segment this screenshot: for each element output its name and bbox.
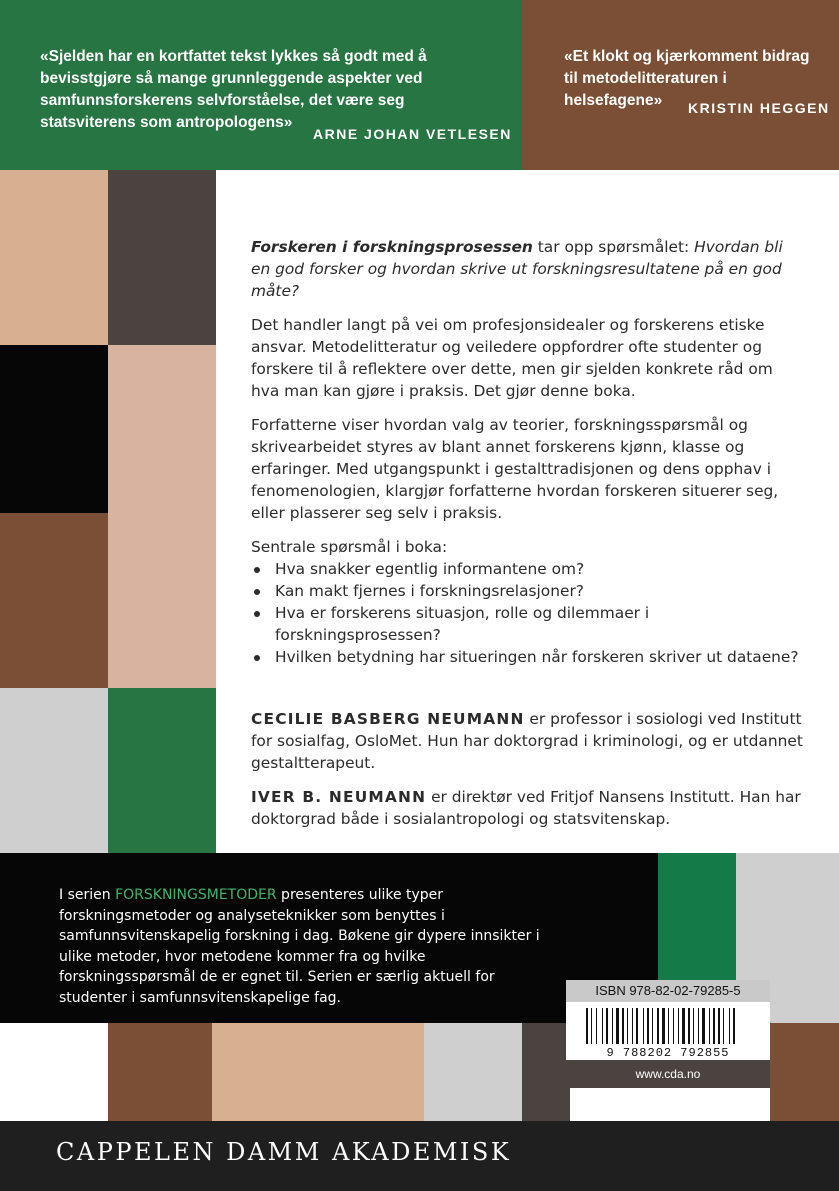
color-block	[0, 170, 108, 345]
color-block	[108, 688, 216, 853]
intro-paragraph	[251, 236, 803, 302]
color-block	[0, 688, 108, 853]
quote-left-author: ARNE JOHAN VETLESEN	[313, 126, 512, 142]
series-prefix: I serien	[59, 887, 116, 903]
isbn-label: ISBN 978-82-02-79285-5	[566, 980, 770, 1002]
color-block	[0, 513, 108, 688]
author-bio	[251, 708, 803, 774]
list-item: Kan makt fjernes i forskningsrelasjoner?	[251, 580, 803, 602]
barcode-digits: 9 788202 792855	[606, 1046, 730, 1060]
barcode-panel	[566, 980, 770, 1107]
barcode	[566, 1002, 770, 1060]
author-name: CECILIE BASBERG NEUMANN	[251, 710, 525, 728]
color-block	[770, 1023, 839, 1121]
series-description	[59, 885, 544, 1008]
author-name: IVER B. NEUMANN	[251, 788, 427, 806]
paragraph: Forfatterne viser hvordan valg av teorier, forskningsspørsmål og skrivearbeidet styres av blant annet forskerens kjønn, klasse og erfaringer. Med utgangspunkt i gestalttradisjonen og dens opphav i fenomenologien, klargjør forfatterne hvordan forskeren situerer seg, eller plasserer seg selv i praksis.	[251, 416, 779, 522]
color-block	[108, 345, 216, 688]
paragraph: Det handler langt på vei om profesjonsidealer og forskerens etiske ansvar. Metodelitteratur og veiledere oppfordrer ofte studenter og forskere til å reflektere over dette, men gir sjelden konkrete råd om hva man kan gjøre i praksis. Det gjør denne boka.	[251, 316, 773, 400]
intro-middle: tar opp spørsmålet:	[532, 238, 695, 256]
color-block	[0, 345, 108, 513]
publisher-url: www.cda.no	[566, 1060, 770, 1088]
list-item: Hva snakker egentlig informantene om?	[251, 558, 803, 580]
color-block	[424, 1023, 522, 1121]
quote-left-text: «Sjelden har en kortfattet tekst lykkes så godt med å bevisstgjøre så mange grunnleggende aspekter ved samfunnsforskerens selvforståelse, det være seg statsviterens som antropologens»	[40, 48, 427, 131]
list-item: Hva er forskerens situasjon, rolle og dilemmaer i forskningsprosessen?	[251, 602, 803, 646]
color-block	[108, 170, 216, 345]
publisher-name: CAPPELEN DAMM AKADEMISK	[56, 1138, 512, 1166]
book-title: Forskeren i forskningsprosessen	[251, 238, 533, 256]
quote-panel-right	[522, 0, 839, 170]
color-block	[0, 1023, 108, 1121]
color-block	[522, 1023, 570, 1121]
questions-heading: Sentrale spørsmål i boka:	[251, 538, 448, 556]
quote-panel-left	[0, 0, 522, 170]
author-bio	[251, 786, 803, 830]
author-bio-text: er direktør ved Fritjof Nansens Institutt. Han har doktorgrad både i sosialantropologi og statsvitenskap.	[251, 788, 801, 828]
color-block	[212, 1023, 424, 1121]
quote-right-text: «Et klokt og kjærkomment bidrag til metodelitteraturen i helsefagene»	[564, 48, 810, 109]
series-text: presenteres ulike typer forskningsmetoder og analyseteknikker som benyttes i samfunnsvitenskapelig forskning i dag. Bøkene gir dypere innsikter i ulike metoder, hvor metodene kommer fra og hvilke forskningsspørsmål de er egnet til. Serien er særlig aktuell for studenter i samfunnsvitenskapelige fag.	[59, 887, 540, 1006]
questions-list	[251, 558, 803, 668]
intro-question: Hvordan bli en god forsker og hvordan skrive ut forskningsresultatene på en god måte?	[251, 238, 783, 300]
main-text-area	[251, 236, 803, 830]
series-name: FORSKNINGSMETODER	[115, 887, 277, 903]
quote-right-author: KRISTIN HEGGEN	[688, 100, 830, 116]
author-bio-text: er professor i sosiologi ved Institutt for sosialfag, OsloMet. Hun har doktorgrad i kriminologi, og er utdannet gestaltterapeut.	[251, 710, 803, 772]
color-block	[108, 1023, 212, 1121]
list-item: Hvilken betydning har situeringen når forskeren skriver ut dataene?	[251, 646, 803, 668]
